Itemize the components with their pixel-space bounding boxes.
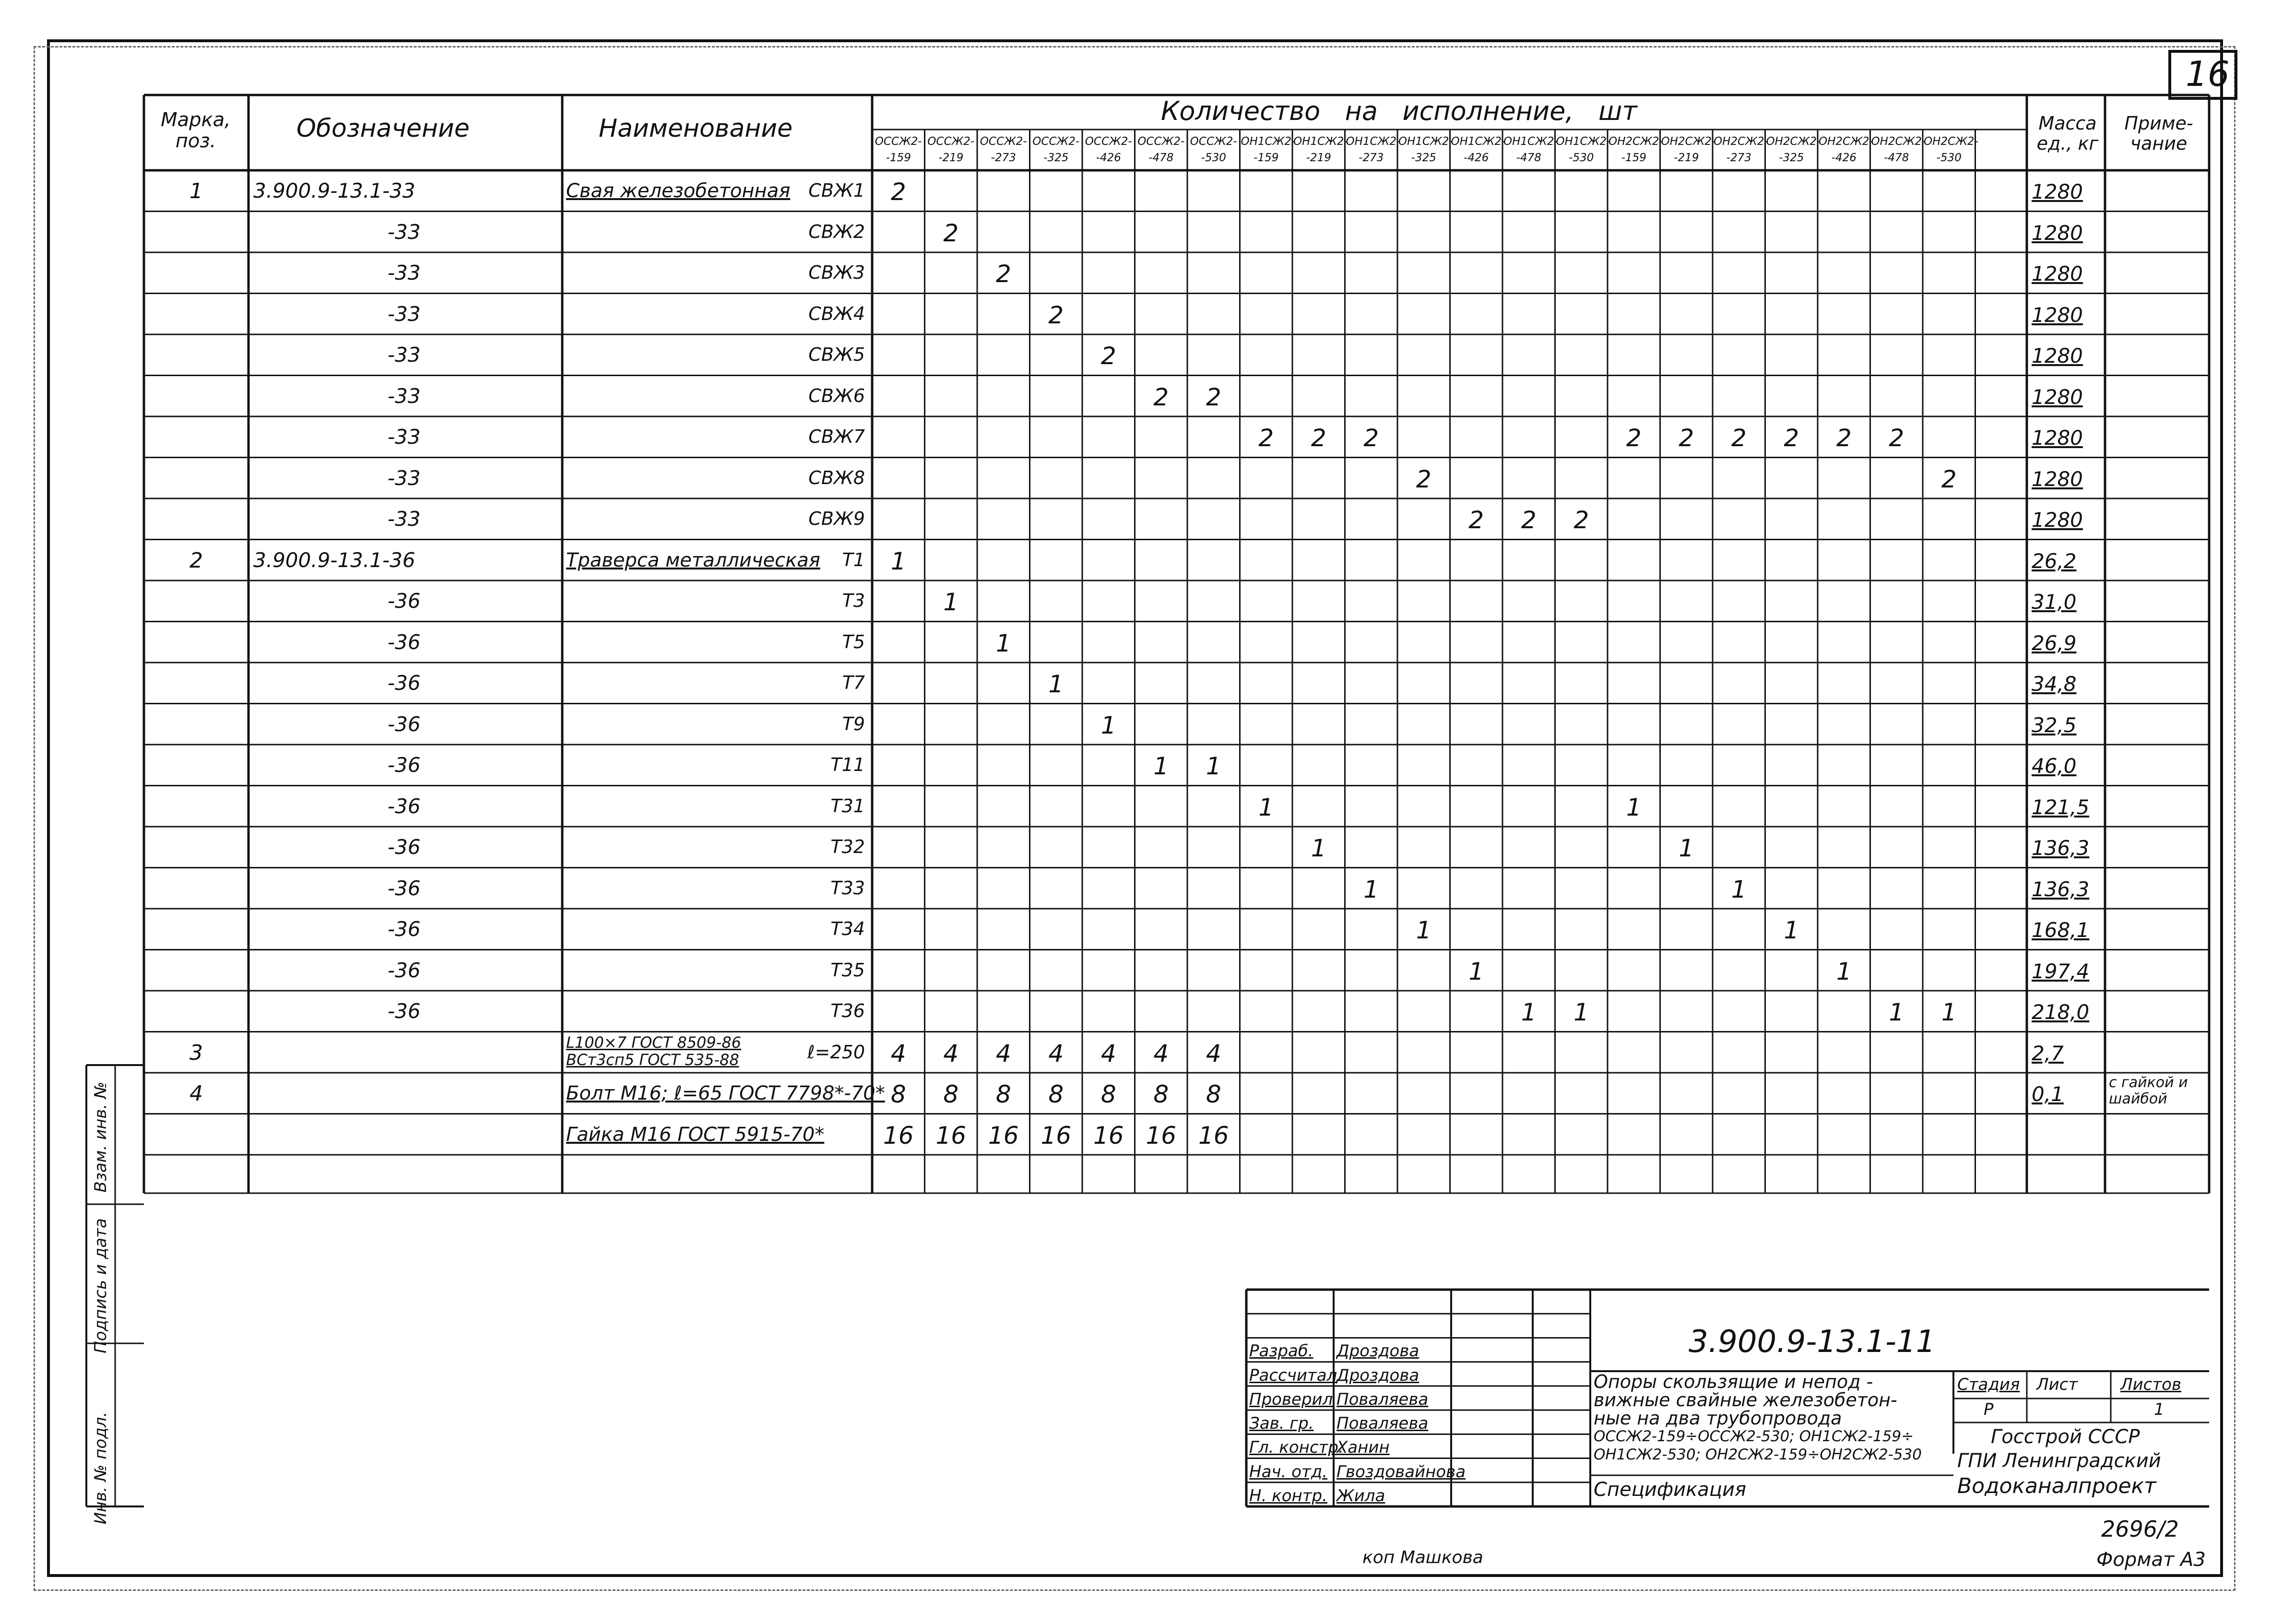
row-mass: 1280	[2032, 385, 2083, 409]
variant-code-header: ОН1СЖ2- -273	[1346, 135, 1401, 164]
row-oboznachenie: -33	[388, 425, 421, 449]
row-code: СВЖ3	[808, 262, 865, 283]
row-oboznachenie: -36	[388, 589, 421, 613]
organization-line: Водоканалпроект	[1957, 1474, 2156, 1498]
quantity-cell: 2	[1258, 424, 1274, 452]
spec-label: Спецификация	[1594, 1479, 1747, 1501]
quantity-cell: 2	[890, 178, 906, 206]
quantity-cell: 2	[1731, 424, 1747, 452]
organization-line: Госстрой СССР	[1991, 1426, 2140, 1448]
title-role: Проверил	[1249, 1389, 1333, 1409]
copied-by: коп Машкова	[1362, 1548, 1483, 1567]
row-marka: 3	[189, 1040, 203, 1065]
organization-line: ГПИ Ленинградский	[1957, 1450, 2161, 1472]
title-description-line: ОН1СЖ2-530; ОН2СЖ2-159÷ОН2СЖ2-530	[1594, 1446, 1922, 1463]
row-mass: 0,1	[2032, 1082, 2064, 1106]
row-oboznachenie: -36	[388, 917, 421, 941]
variant-code-header: ОССЖ2- -478	[1137, 135, 1185, 164]
row-code: Т32	[830, 836, 865, 857]
row-oboznachenie: -36	[388, 630, 421, 654]
quantity-cell: 4	[995, 1039, 1011, 1067]
row-code: Т9	[842, 713, 865, 735]
quantity-cell: 8	[1153, 1080, 1169, 1108]
quantity-cell: 4	[1153, 1039, 1169, 1067]
title-description-line: ные на два трубопровода	[1594, 1408, 1842, 1429]
quantity-cell: 4	[890, 1039, 906, 1067]
stadiya-label: Стадия	[1957, 1375, 2020, 1394]
row-oboznachenie: -36	[388, 753, 421, 777]
row-code: СВЖ6	[808, 385, 865, 406]
quantity-cell: 1	[1941, 998, 1957, 1026]
quantity-cell: 1	[1626, 793, 1642, 821]
variant-code-header: ОН2СЖ2- -530	[1924, 135, 1978, 164]
quantity-cell: 8	[995, 1080, 1011, 1108]
row-mass: 1280	[2032, 426, 2083, 450]
row-code: ℓ=250	[807, 1041, 865, 1063]
quantity-cell: 1	[1311, 834, 1326, 862]
quantity-cell: 2	[1941, 465, 1957, 493]
quantity-cell: 2	[1206, 383, 1221, 411]
row-code: Т7	[842, 672, 865, 693]
row-mass: 1280	[2032, 180, 2083, 203]
row-mass: 26,9	[2032, 631, 2077, 655]
variant-code-header: ОН1СЖ2- -530	[1556, 135, 1611, 164]
title-role: Разраб.	[1249, 1341, 1313, 1361]
quantity-cell: 2	[1521, 506, 1537, 534]
quantity-cell: 2	[1153, 383, 1169, 411]
row-code: СВЖ1	[808, 180, 865, 201]
quantity-cell: 8	[943, 1080, 959, 1108]
title-role: Гл. констр.	[1249, 1438, 1344, 1458]
quantity-cell: 16	[988, 1121, 1019, 1150]
row-mass: 136,3	[2032, 877, 2090, 901]
variant-code-header: ОН2СЖ2- -325	[1766, 135, 1821, 164]
row-oboznachenie: -36	[388, 999, 421, 1023]
quantity-cell: 2	[1573, 506, 1589, 534]
row-code: Т33	[830, 877, 865, 899]
quantity-cell: 1	[1100, 711, 1116, 739]
row-oboznachenie: -33	[388, 507, 421, 531]
row-marka: 4	[189, 1081, 203, 1106]
row-code: СВЖ2	[808, 221, 865, 242]
variant-code-header: ОН2СЖ2- -159	[1609, 135, 1663, 164]
side-stamp-label: Подпись и дата	[91, 1218, 110, 1353]
title-role: Н. контр.	[1249, 1486, 1327, 1505]
row-oboznachenie: -36	[388, 876, 421, 900]
row-mass: 218,0	[2032, 1000, 2090, 1024]
row-mass: 121,5	[2032, 795, 2090, 819]
row-naimenovanie: Гайка М16 ГОСТ 5915-70*	[566, 1123, 825, 1146]
quantity-cell: 4	[1206, 1039, 1221, 1067]
variant-code-header: ОССЖ2- -219	[927, 135, 975, 164]
title-name: Жила	[1337, 1486, 1385, 1505]
row-mass: 26,2	[2032, 549, 2077, 573]
title-description-line: Опоры скользящие и непод -	[1594, 1371, 1873, 1392]
title-name: Гвоздовайнова	[1337, 1462, 1466, 1482]
quantity-cell: 1	[890, 547, 906, 575]
document-number: 3.900.9-13.1-11	[1689, 1324, 1936, 1360]
row-code: Т34	[830, 918, 865, 939]
row-mass: 1280	[2032, 262, 2083, 285]
row-code: Т5	[842, 631, 865, 652]
quantity-cell: 1	[1416, 916, 1431, 944]
variant-code-header: ОССЖ2- -159	[875, 135, 922, 164]
quantity-cell: 16	[1198, 1121, 1229, 1150]
quantity-cell: 2	[1784, 424, 1799, 452]
quantity-cell: 1	[1784, 916, 1799, 944]
title-description-line: вижные свайные железобетон-	[1594, 1389, 1897, 1411]
listov-label: Листов	[2120, 1375, 2182, 1394]
quantity-cell: 2	[1363, 424, 1379, 452]
quantity-cell: 1	[1363, 875, 1379, 903]
variant-code-header: ОН2СЖ2- -478	[1871, 135, 1926, 164]
quantity-cell: 1	[1468, 957, 1484, 985]
quantity-cell: 2	[1679, 424, 1694, 452]
row-oboznachenie: -33	[388, 220, 421, 244]
quantity-cell: 8	[1100, 1080, 1116, 1108]
row-code: СВЖ8	[808, 467, 865, 488]
quantity-cell: 4	[1048, 1039, 1064, 1067]
variant-code-header: ОССЖ2- -530	[1190, 135, 1237, 164]
row-mass: 168,1	[2032, 918, 2090, 942]
quantity-cell: 16	[1093, 1121, 1124, 1150]
row-oboznachenie: 3.900.9-13.1-36	[253, 548, 415, 572]
row-mass: 46,0	[2032, 754, 2077, 778]
quantity-cell: 1	[1679, 834, 1694, 862]
row-marka: 1	[189, 179, 203, 203]
sheet-format: Формат А3	[2096, 1549, 2206, 1571]
row-code: СВЖ9	[808, 508, 865, 529]
side-stamp-label: Инв. № подл.	[91, 1411, 110, 1525]
row-oboznachenie: -36	[388, 835, 421, 859]
title-name: Ханин	[1337, 1438, 1390, 1458]
row-mass: 1280	[2032, 508, 2083, 532]
row-oboznachenie: -33	[388, 343, 421, 367]
quantity-cell: 2	[1416, 465, 1431, 493]
quantity-cell: 2	[1626, 424, 1642, 452]
col-header-kolichestvo: Количество на исполнение, шт	[1161, 96, 1637, 126]
variant-code-header: ОН2СЖ2- -273	[1714, 135, 1768, 164]
quantity-cell: 2	[1100, 342, 1116, 370]
row-oboznachenie: 3.900.9-13.1-33	[253, 179, 415, 202]
col-header-naimenovanie: Наименование	[599, 114, 793, 143]
row-oboznachenie: -33	[388, 261, 421, 284]
variant-code-header: ОССЖ2- -426	[1085, 135, 1132, 164]
row-code: СВЖ5	[808, 344, 865, 365]
quantity-cell: 1	[1521, 998, 1537, 1026]
row-marka: 2	[189, 548, 203, 573]
row-oboznachenie: -33	[388, 466, 421, 490]
quantity-cell: 2	[1468, 506, 1484, 534]
row-mass: 1280	[2032, 344, 2083, 367]
quantity-cell: 1	[1573, 998, 1589, 1026]
col-header-massa: Масса ед., кг	[2036, 113, 2099, 154]
row-naimenovanie: Болт М16; ℓ=65 ГОСТ 7798*-70*	[566, 1082, 885, 1104]
title-name: Дроздова	[1337, 1341, 1419, 1361]
quantity-cell: 1	[1889, 998, 1904, 1026]
variant-code-header: ОН1СЖ2- -426	[1451, 135, 1506, 164]
quantity-cell: 2	[943, 219, 959, 247]
quantity-cell: 8	[1206, 1080, 1221, 1108]
row-oboznachenie: -36	[388, 958, 421, 982]
row-code: СВЖ7	[808, 426, 865, 447]
row-code: Т11	[830, 754, 865, 775]
row-mass: 197,4	[2032, 959, 2090, 983]
quantity-cell: 4	[1100, 1039, 1116, 1067]
row-mass: 1280	[2032, 303, 2083, 327]
quantity-cell: 16	[1041, 1121, 1072, 1150]
row-code: Т35	[830, 959, 865, 981]
quantity-cell: 2	[1889, 424, 1904, 452]
quantity-cell: 2	[1311, 424, 1326, 452]
quantity-cell: 1	[1836, 957, 1852, 985]
quantity-cell: 1	[995, 629, 1011, 657]
row-note: с гайкой и шайбой	[2109, 1074, 2188, 1107]
quantity-cell: 2	[1836, 424, 1852, 452]
listov-value: 1	[2154, 1400, 2165, 1419]
col-header-oboznachenie: Обозначение	[296, 114, 470, 143]
row-code: Т31	[830, 795, 865, 817]
row-oboznachenie: -36	[388, 712, 421, 736]
row-oboznachenie: -33	[388, 302, 421, 326]
row-code: Т3	[842, 590, 865, 611]
row-oboznachenie: -36	[388, 671, 421, 695]
title-role: Рассчитал	[1249, 1365, 1337, 1385]
row-mass: 31,0	[2032, 590, 2077, 614]
row-mass: 2,7	[2032, 1041, 2064, 1065]
title-role: Нач. отд.	[1249, 1462, 1328, 1482]
row-mass: 1280	[2032, 467, 2083, 491]
row-oboznachenie: -33	[388, 384, 421, 408]
variant-code-header: ОН1СЖ2- -159	[1241, 135, 1296, 164]
title-description-line: ОССЖ2-159÷ОССЖ2-530; ОН1СЖ2-159÷	[1594, 1428, 1914, 1445]
quantity-cell: 4	[943, 1039, 959, 1067]
quantity-cell: 1	[1048, 670, 1064, 698]
row-code: Т36	[830, 1000, 865, 1021]
row-code: Т1	[842, 549, 865, 570]
variant-code-header: ОН2СЖ2- -219	[1661, 135, 1716, 164]
variant-code-header: ОССЖ2- -273	[980, 135, 1027, 164]
quantity-cell: 1	[1153, 752, 1169, 780]
quantity-cell: 8	[890, 1080, 906, 1108]
row-mass: 34,8	[2032, 672, 2077, 696]
col-header-primechanie: Приме- чание	[2124, 113, 2193, 154]
quantity-cell: 2	[995, 260, 1011, 288]
title-role: Зав. гр.	[1249, 1414, 1314, 1434]
quantity-cell: 16	[935, 1121, 967, 1150]
title-name: Поваляева	[1337, 1389, 1429, 1409]
side-stamp-label: Взам. инв. №	[91, 1081, 110, 1193]
quantity-cell: 16	[1146, 1121, 1177, 1150]
quantity-cell: 2	[1048, 301, 1064, 329]
row-mass: 136,3	[2032, 836, 2090, 860]
row-naimenovanie: Свая железобетонная	[566, 180, 791, 202]
variant-code-header: ОССЖ2- -325	[1032, 135, 1080, 164]
quantity-cell: 1	[1258, 793, 1274, 821]
row-mass: 32,5	[2032, 713, 2077, 737]
archive-number: 2696/2	[2101, 1516, 2179, 1542]
variant-code-header: ОН1СЖ2- -325	[1398, 135, 1453, 164]
row-code: СВЖ4	[808, 303, 865, 324]
list-label: Лист	[2036, 1375, 2078, 1394]
variant-code-header: ОН1СЖ2- -478	[1503, 135, 1558, 164]
row-naimenovanie: Траверса металлическая	[566, 549, 820, 571]
variant-code-header: ОН1СЖ2- -219	[1293, 135, 1348, 164]
quantity-cell: 1	[1206, 752, 1221, 780]
row-mass: 1280	[2032, 221, 2083, 245]
row-naimenovanie: L100×7 ГОСТ 8509-86 ВСт3сп5 ГОСТ 535-88	[566, 1033, 742, 1069]
title-name: Дроздова	[1337, 1365, 1419, 1385]
stadiya-value: Р	[1984, 1400, 1994, 1419]
variant-code-header: ОН2СЖ2- -426	[1819, 135, 1873, 164]
quantity-cell: 1	[943, 588, 959, 616]
title-name: Поваляева	[1337, 1414, 1429, 1434]
col-header-marka: Марка, поз.	[161, 109, 231, 152]
sheet-number: 16	[2186, 54, 2230, 94]
row-oboznachenie: -36	[388, 794, 421, 818]
quantity-cell: 1	[1731, 875, 1747, 903]
quantity-cell: 8	[1048, 1080, 1064, 1108]
quantity-cell: 16	[883, 1121, 914, 1150]
